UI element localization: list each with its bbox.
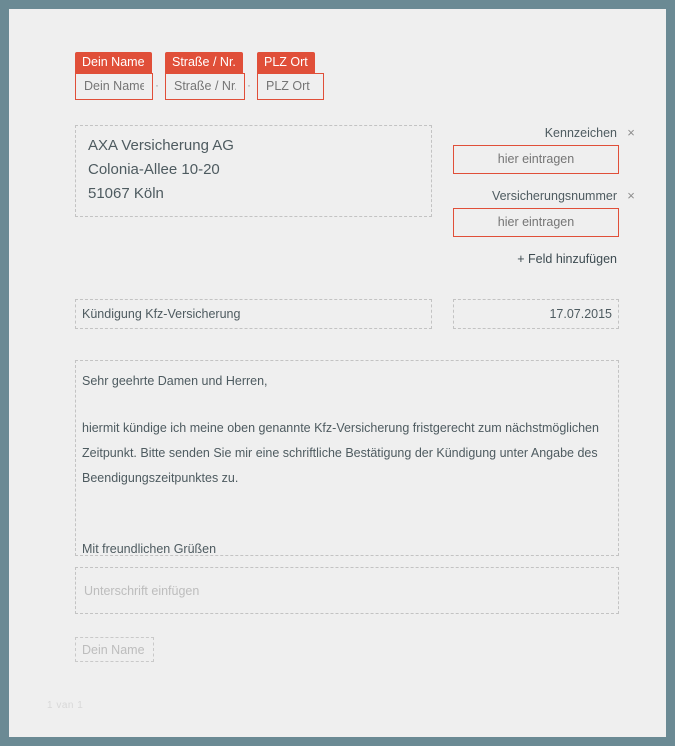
sender-field-name	[75, 52, 153, 100]
remove-field-versicherungsnummer-icon[interactable]: ×	[627, 188, 635, 203]
sender-separator-2: ·	[247, 78, 251, 92]
sender-tag-name: Dein Name	[75, 52, 152, 73]
sender-field-street	[165, 52, 245, 100]
recipient-line-2: Colonia-Allee 10-20	[88, 161, 220, 178]
letter-body[interactable]	[75, 360, 619, 556]
recipient-address-block[interactable]	[75, 125, 432, 217]
sender-address-row	[75, 52, 334, 100]
letter-closing: Mit freundlichen Grüßen	[82, 542, 217, 556]
reference-input-versicherungsnummer[interactable]	[453, 208, 619, 237]
reference-label-versicherungsnummer: Versicherungsnummer	[491, 189, 617, 203]
reference-label-kennzeichen: Kennzeichen	[544, 126, 617, 140]
recipient-line-1: AXA Versicherung AG	[88, 137, 234, 154]
subject-field[interactable]	[75, 299, 432, 329]
page-footer: 1 van 1	[47, 700, 84, 711]
letter-page	[9, 9, 666, 737]
sender-tag-city: PLZ Ort	[257, 52, 315, 73]
signature-placeholder: Unterschrift einfügen	[84, 583, 200, 598]
reference-field-kennzeichen	[453, 125, 635, 174]
add-field-button[interactable]: + Feld hinzufügen	[517, 252, 617, 266]
date-text: 17.07.2015	[549, 307, 612, 321]
reference-fields-column	[453, 125, 635, 267]
sender-input-city[interactable]	[257, 73, 324, 100]
signature-name-placeholder: Dein Name	[82, 642, 145, 657]
body-spacer-2	[82, 491, 610, 537]
signature-dropzone[interactable]	[75, 567, 619, 614]
date-field[interactable]	[453, 299, 619, 329]
body-spacer-1	[82, 394, 610, 416]
sender-separator-1: ·	[155, 78, 159, 92]
subject-text: Kündigung Kfz-Versicherung	[82, 307, 241, 321]
letter-paragraph-line-3: Beendigungszeitpunktes zu.	[82, 471, 239, 485]
signature-name-field[interactable]	[75, 637, 154, 662]
reference-input-kennzeichen[interactable]	[453, 145, 619, 174]
sender-input-street[interactable]	[165, 73, 245, 100]
recipient-line-3: 51067 Köln	[88, 185, 164, 202]
letter-salutation: Sehr geehrte Damen und Herren,	[82, 374, 268, 388]
sender-tag-street: Straße / Nr.	[165, 52, 243, 73]
letter-paragraph-line-2: Zeitpunkt. Bitte senden Sie mir eine schriftliche Bestätigung der Kündigung unter Angabe des	[82, 446, 598, 460]
remove-field-kennzeichen-icon[interactable]: ×	[627, 125, 635, 140]
reference-field-versicherungsnummer	[453, 188, 635, 237]
letter-paragraph-line-1: hiermit kündige ich meine oben genannte Kfz-Versicherung fristgerecht zum nächstmöglichen	[82, 421, 599, 435]
sender-field-city	[257, 52, 324, 100]
sender-input-name[interactable]	[75, 73, 153, 100]
